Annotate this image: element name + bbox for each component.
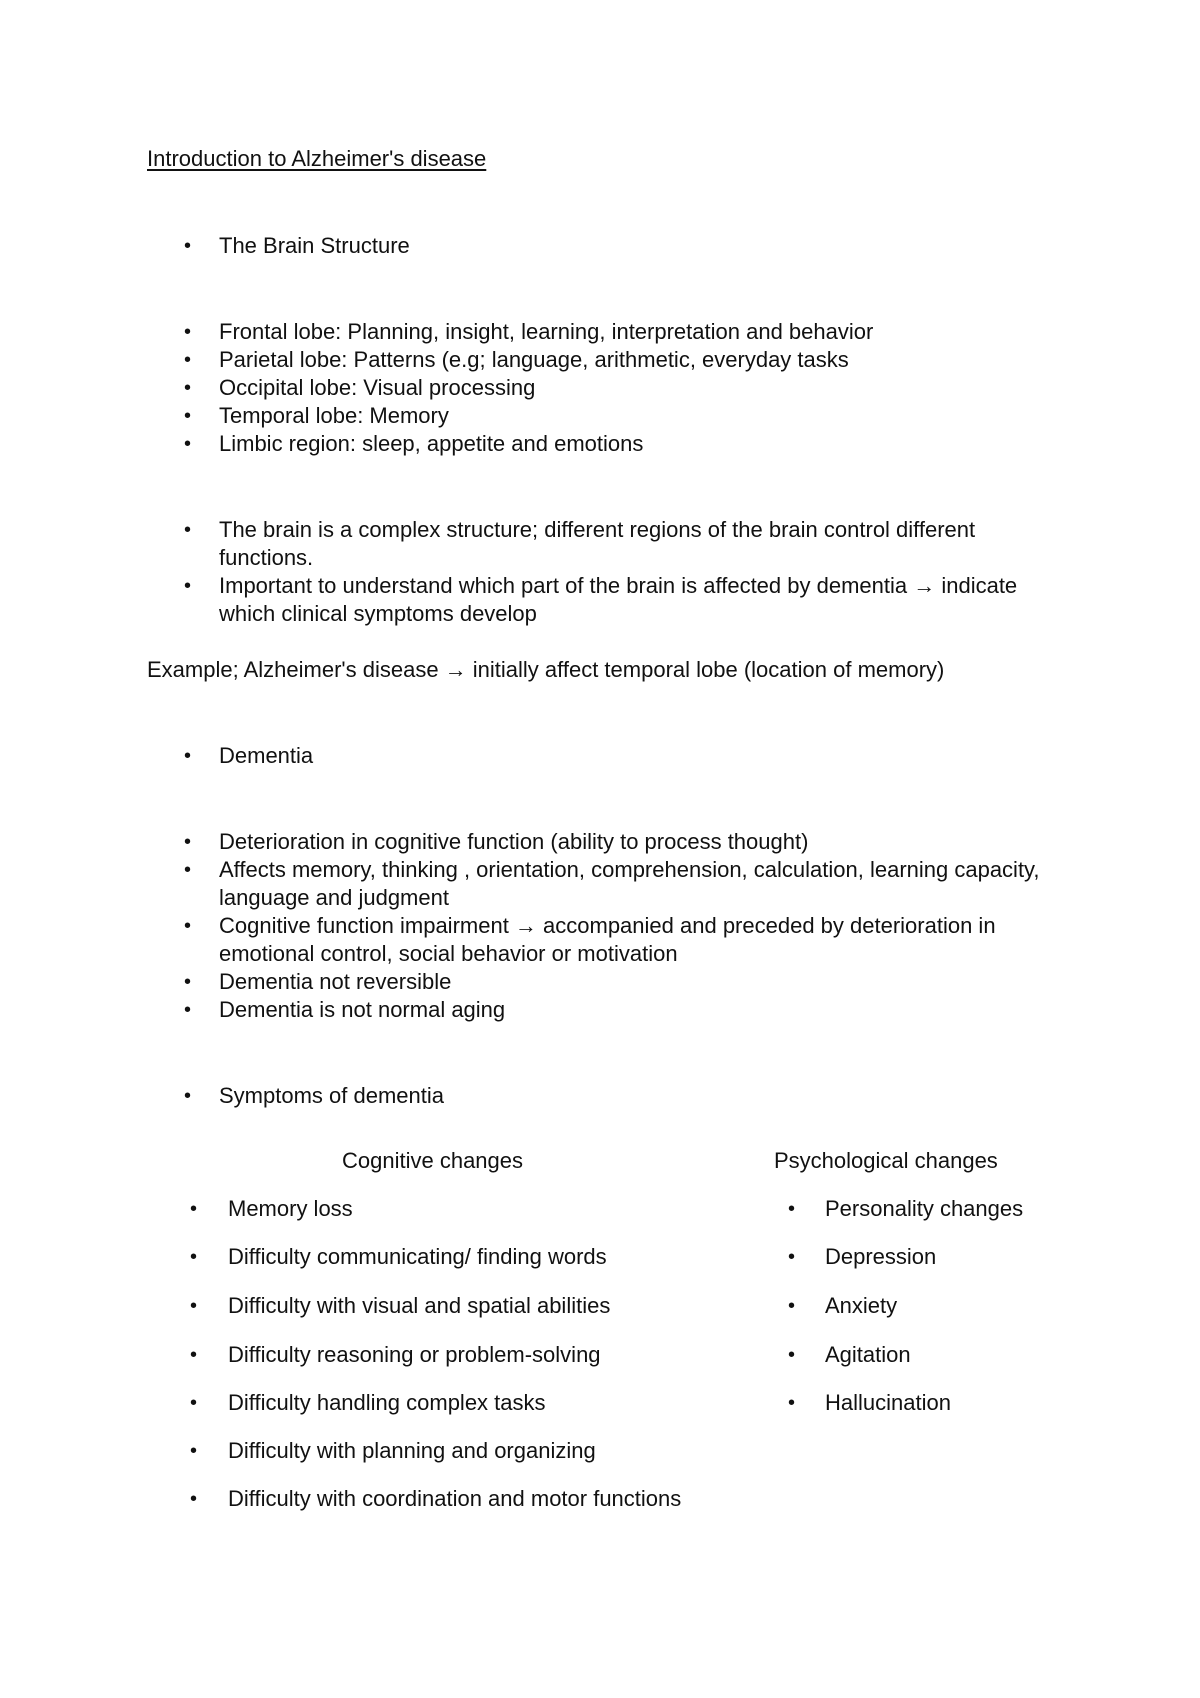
lobes-list bbox=[0, 318, 1069, 458]
bullet-icon: • bbox=[788, 1295, 796, 1317]
section-dementia-list bbox=[0, 742, 1069, 770]
psychological-item: Agitation bbox=[825, 1342, 911, 1367]
bullet-icon: • bbox=[190, 1488, 198, 1510]
cognitive-item: Difficulty handling complex tasks bbox=[228, 1390, 546, 1415]
cognitive-item: Difficulty with planning and organizing bbox=[228, 1438, 596, 1463]
section-brain-list bbox=[0, 232, 1069, 260]
cognitive-item: Difficulty with visual and spatial abilities bbox=[228, 1293, 611, 1318]
cognitive-changes-heading: Cognitive changes bbox=[342, 1148, 524, 1173]
list-item-brain-important: • Important to understand which part of the brain is affected by dementia → indicate which clinical symptoms develop bbox=[0, 572, 1069, 628]
example-line: Example; Alzheimer's disease → initially affect temporal lobe (location of memory) bbox=[147, 657, 945, 682]
list-item-limbic-region: • Limbic region: sleep, appetite and emotions bbox=[0, 430, 1069, 458]
list-item-parietal-lobe: • Parietal lobe: Patterns (e.g; language, arithmetic, everyday tasks bbox=[0, 346, 1069, 374]
bullet-icon: • bbox=[788, 1344, 796, 1366]
psychological-item: Anxiety bbox=[825, 1293, 898, 1318]
bullet-icon: • bbox=[190, 1344, 198, 1366]
cognitive-item: Memory loss bbox=[228, 1196, 353, 1221]
psychological-item: Depression bbox=[825, 1244, 937, 1269]
document-title: Introduction to Alzheimer's disease bbox=[147, 146, 487, 171]
bullet-icon: • bbox=[788, 1246, 796, 1268]
list-item-not-reversible: • Dementia not reversible bbox=[0, 968, 1069, 996]
list-item-brain-complex: • The brain is a complex structure; different regions of the brain control different functions. bbox=[0, 516, 1069, 572]
bullet-icon: • bbox=[190, 1246, 198, 1268]
section-heading-symptoms: • Symptoms of dementia bbox=[0, 1082, 1069, 1110]
psychological-changes-heading: Psychological changes bbox=[774, 1148, 998, 1173]
psychological-item: Hallucination bbox=[825, 1390, 951, 1415]
cognitive-item: Difficulty with coordination and motor functions bbox=[228, 1486, 682, 1511]
section-heading-brain-structure: • The Brain Structure bbox=[0, 232, 1069, 260]
brain-notes-list bbox=[0, 516, 1069, 628]
cognitive-item: Difficulty communicating/ finding words bbox=[228, 1244, 607, 1269]
dementia-points-list bbox=[0, 828, 1069, 1024]
bullet-icon: • bbox=[788, 1392, 796, 1414]
list-item-occipital-lobe: • Occipital lobe: Visual processing bbox=[0, 374, 1069, 402]
cognitive-item: Difficulty reasoning or problem-solving bbox=[228, 1342, 601, 1367]
bullet-icon: • bbox=[190, 1198, 198, 1220]
list-item-deterioration: • Deterioration in cognitive function (ability to process thought) bbox=[0, 828, 1069, 856]
list-item-cognitive-impairment: • Cognitive function impairment → accompanied and preceded by deterioration in emotional control, social behavior or motivation bbox=[0, 912, 1069, 968]
section-heading-dementia: • Dementia bbox=[0, 742, 1069, 770]
list-item-frontal-lobe: • Frontal lobe: Planning, insight, learning, interpretation and behavior bbox=[0, 318, 1069, 346]
bullet-icon: • bbox=[190, 1295, 198, 1317]
bullet-icon: • bbox=[190, 1392, 198, 1414]
list-item-affects-memory: • Affects memory, thinking , orientation, comprehension, calculation, learning capacity, language and judgment bbox=[0, 856, 1069, 912]
list-item-not-normal-aging: • Dementia is not normal aging bbox=[0, 996, 1069, 1024]
list-item-temporal-lobe: • Temporal lobe: Memory bbox=[0, 402, 1069, 430]
psychological-item: Personality changes bbox=[825, 1196, 1024, 1221]
bullet-icon: • bbox=[788, 1198, 796, 1220]
bullet-icon: • bbox=[190, 1440, 198, 1462]
section-symptoms-list bbox=[0, 1082, 1069, 1110]
